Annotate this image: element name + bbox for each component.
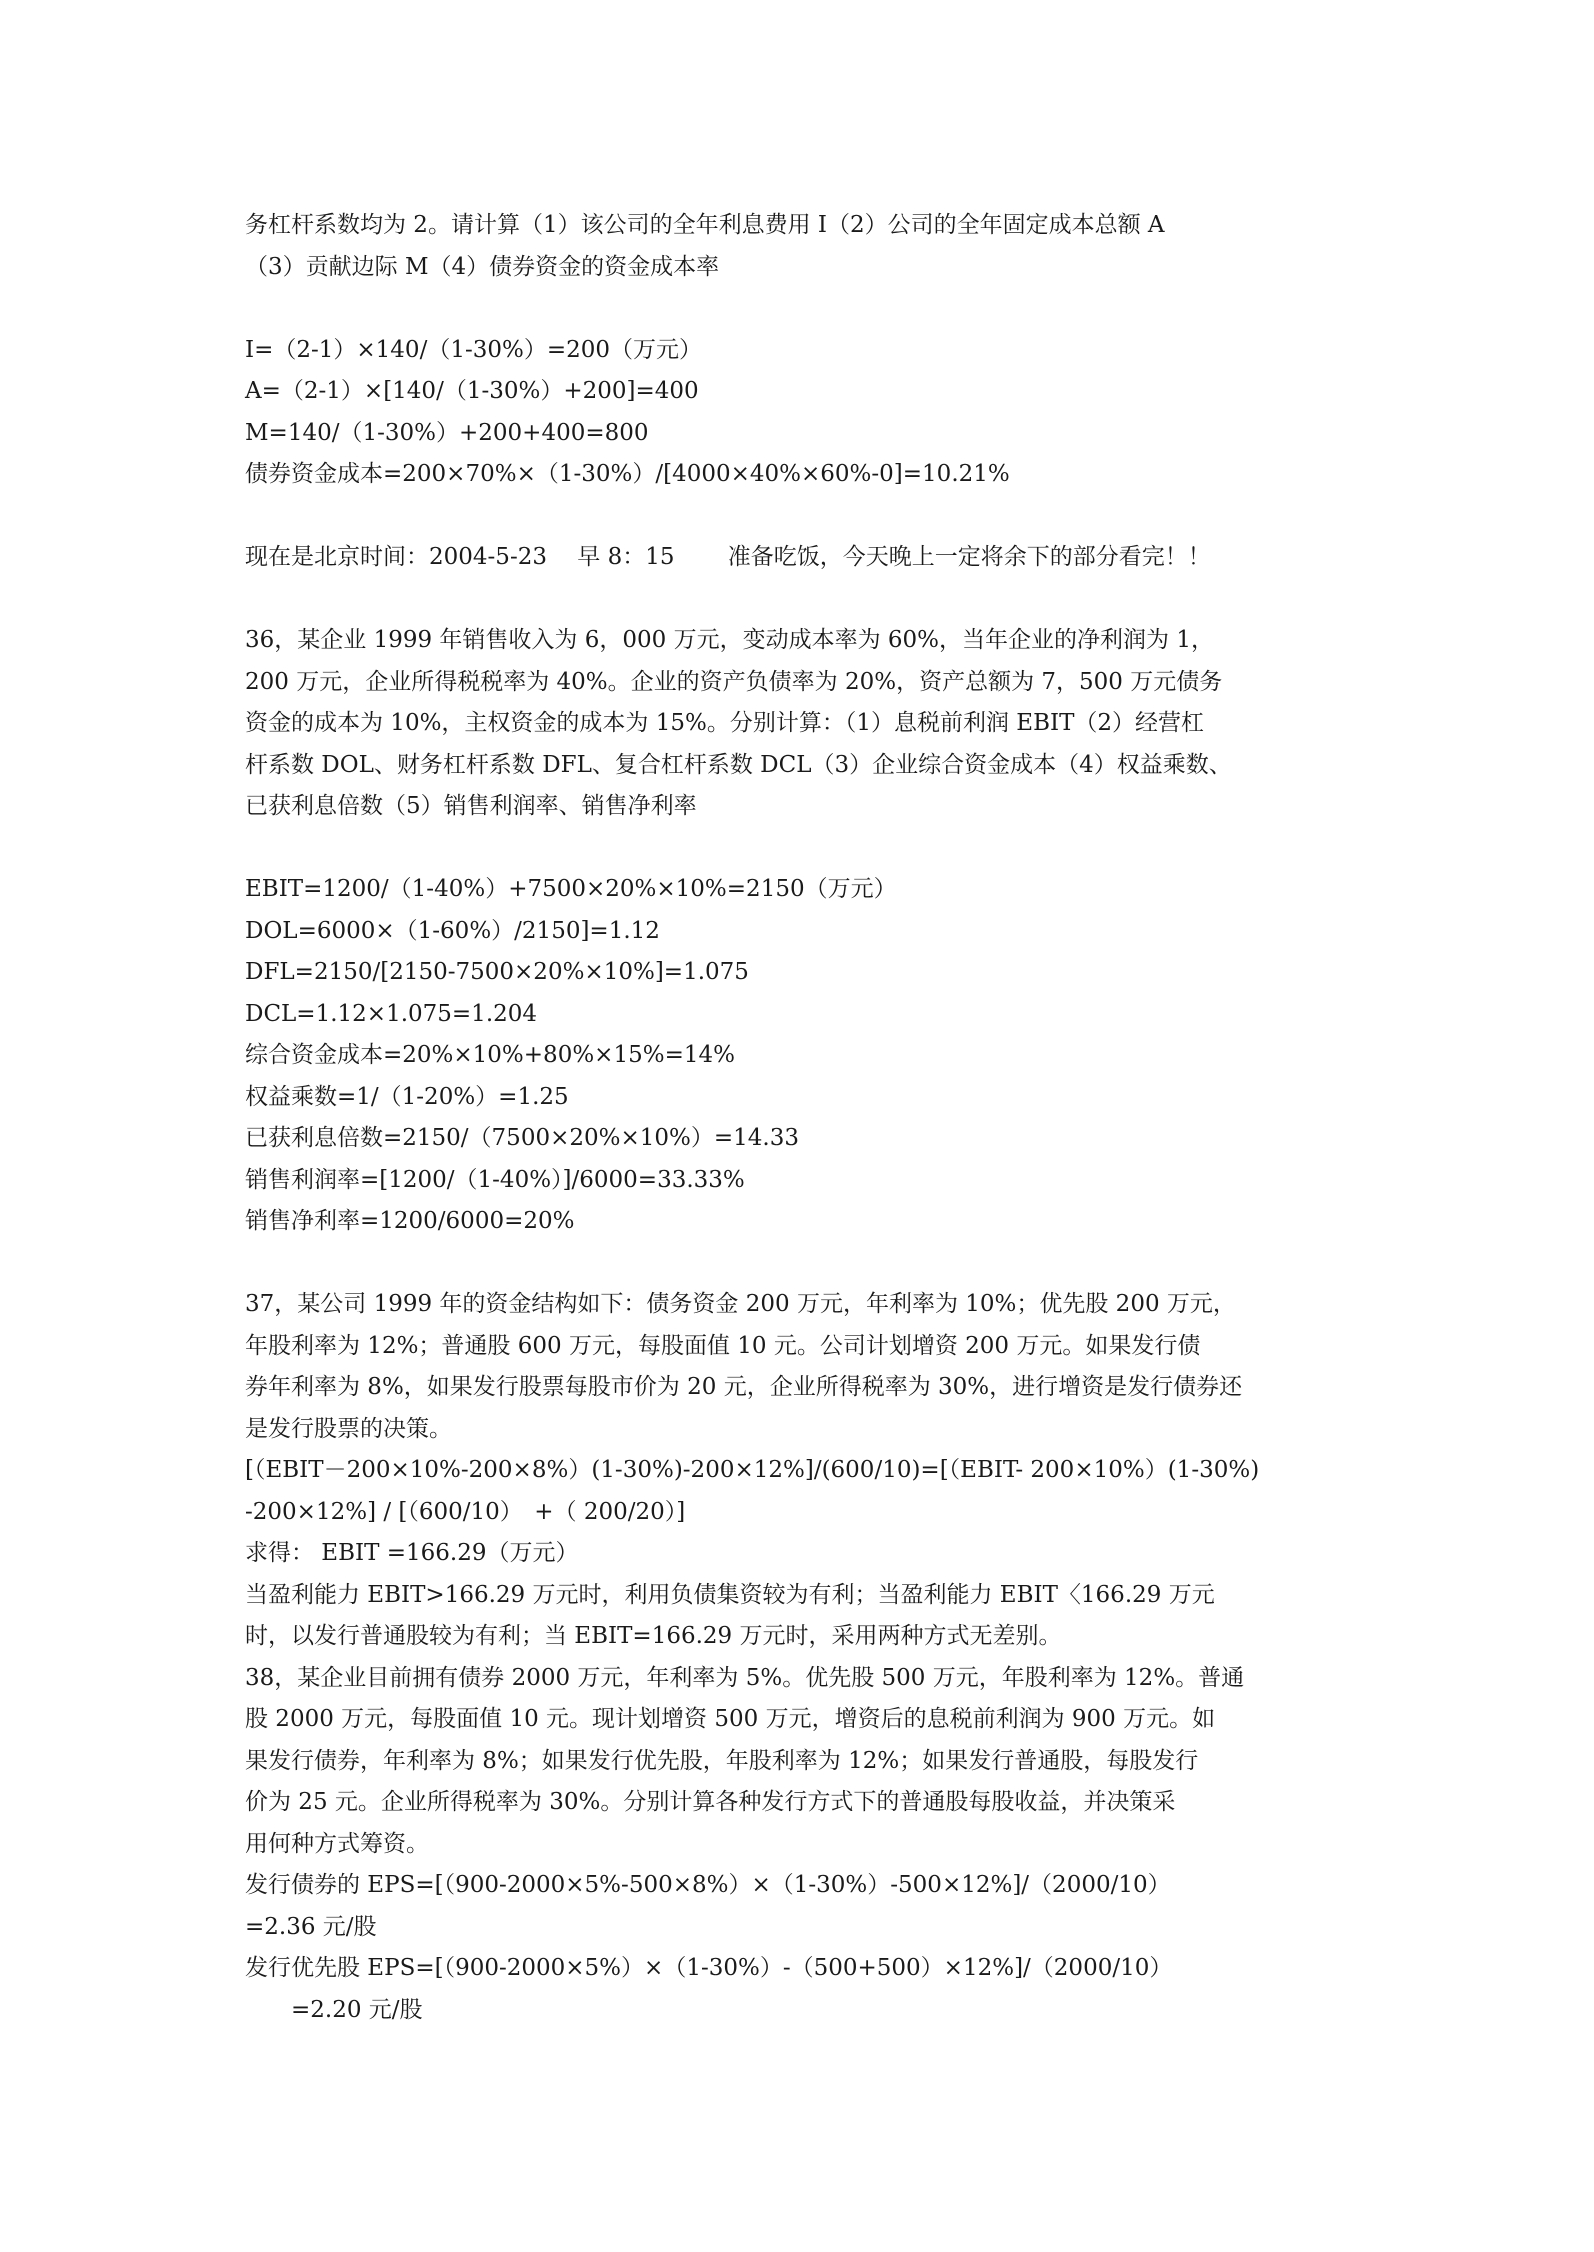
solution-line: 发行债券的 EPS=[（900-2000×5%-500×8%）×（1-30%）-500×12%]/（2000/10） — [245, 1872, 1171, 1898]
problem-38-solution — [245, 1865, 1365, 2031]
solution-line: 综合资金成本=20%×10%+80%×15%=14% — [245, 1042, 735, 1068]
problem-37-solution — [245, 1450, 1365, 1658]
question-line: 200 万元，企业所得税税率为 40%。企业的资产负债率为 20%，资产总额为 7，500 万元债务 — [245, 668, 1223, 695]
question-line: （3）贡献边际 M（4）债券资金的资金成本率 — [245, 253, 720, 280]
paragraph-gap — [245, 828, 1365, 870]
solution-line: DCL=1.12×1.075=1.204 — [245, 1000, 538, 1027]
question-line: 用何种方式筹资。 — [245, 1830, 429, 1857]
solution-line: =2.36 元/股 — [245, 1913, 377, 1940]
solution-line: 当盈利能力 EBIT>166.29 万元时，利用负债集资较为有利；当盈利能力 EBIT〈166.29 万元 — [245, 1581, 1215, 1608]
question-line: 务杠杆系数均为 2。请计算（1）该公司的全年利息费用 I（2）公司的全年固定成本总额 A — [245, 212, 1165, 238]
question-line: 是发行股票的决策。 — [245, 1415, 452, 1442]
document-page — [245, 205, 1365, 2031]
question-line: 年股利率为 12%；普通股 600 万元，每股面值 10 元。公司计划增资 200 万元。如果发行债 — [245, 1332, 1201, 1359]
solution-line: 债券资金成本=200×70%×（1-30%）/[4000×40%×60%-0]=10.21% — [245, 461, 1010, 487]
paragraph-gap — [245, 1243, 1365, 1285]
question-line: 38，某企业目前拥有债券 2000 万元，年利率为 5%。优先股 500 万元，年股利率为 12%。普通 — [245, 1664, 1245, 1691]
question-line: 股 2000 万元，每股面值 10 元。现计划增资 500 万元，增资后的息税前利润为 900 万元。如 — [245, 1706, 1216, 1732]
solution-line: M=140/（1-30%）+200+400=800 — [245, 419, 649, 446]
solution-line: [（EBIT－200×10%-200×8%）(1-30%)-200×12%]/(600/10)=[（EBIT- 200×10%）(1-30%) — [245, 1457, 1260, 1483]
solution-line: 求得： EBIT =166.29（万元） — [245, 1540, 579, 1566]
paragraph-gap — [245, 288, 1365, 330]
solution-line: DFL=2150/[2150-7500×20%×10%]=1.075 — [245, 959, 749, 985]
solution-line: I=（2-1）×140/（1-30%）=200（万元） — [245, 336, 703, 363]
question-line: 果发行债券，年利率为 8%；如果发行优先股，年股利率为 12%；如果发行普通股，每股发行 — [245, 1747, 1199, 1774]
problem-36-solution — [245, 869, 1365, 1243]
problem-36-question — [245, 620, 1365, 828]
problem-38-question — [245, 1658, 1365, 1866]
time-note: 现在是北京时间：2004-5-23 早 8：15 准备吃饭，今天晚上一定将余下的部分看完！！ — [245, 544, 1211, 570]
solution-line: -200×12%] / [（600/10） +（ 200/20）] — [245, 1498, 686, 1525]
solution-line: EBIT=1200/（1-40%）+7500×20%×10%=2150（万元） — [245, 876, 897, 902]
question-line: 36，某企业 1999 年销售收入为 6，000 万元，变动成本率为 60%，当年企业的净利润为 1， — [245, 627, 1214, 653]
question-line: 价为 25 元。企业所得税率为 30%。分别计算各种发行方式下的普通股每股收益，并决策采 — [245, 1789, 1176, 1815]
solution-line: 销售利润率=[1200/（1-40%）]/6000=33.33% — [245, 1166, 745, 1193]
solution-line: 销售净利率=1200/6000=20% — [245, 1208, 575, 1234]
solution-line: DOL=6000×（1-60%）/2150]=1.12 — [245, 917, 660, 944]
problem-37-question — [245, 1284, 1365, 1450]
paragraph-gap — [245, 496, 1365, 538]
solution-line: 时，以发行普通股较为有利；当 EBIT=166.29 万元时，采用两种方式无差别。 — [245, 1623, 1062, 1649]
question-line: 杆系数 DOL、财务杠杆系数 DFL、复合杠杆系数 DCL（3）企业综合资金成本（4）权益乘数、 — [245, 751, 1232, 778]
problem-35-solution — [245, 330, 1365, 496]
solution-line: 发行优先股 EPS=[（900-2000×5%）×（1-30%）-（500+500）×12%]/（2000/10） — [245, 1955, 1173, 1981]
paragraph-gap — [245, 579, 1365, 621]
question-line: 37，某公司 1999 年的资金结构如下：债务资金 200 万元，年利率为 10%；优先股 200 万元， — [245, 1291, 1236, 1317]
problem-35-question — [245, 205, 1365, 288]
solution-line: =2.20 元/股 — [245, 1996, 423, 2023]
solution-line: 权益乘数=1/（1-20%）=1.25 — [245, 1083, 569, 1110]
solution-line: 已获利息倍数=2150/（7500×20%×10%）=14.33 — [245, 1125, 799, 1151]
question-line: 券年利率为 8%，如果发行股票每股市价为 20 元，企业所得税率为 30%，进行增资是发行债券还 — [245, 1374, 1243, 1400]
solution-line: A=（2-1）×[140/（1-30%）+200]=400 — [245, 378, 699, 404]
question-line: 已获利息倍数（5）销售利润率、销售净利率 — [245, 793, 697, 819]
question-line: 资金的成本为 10%，主权资金的成本为 15%。分别计算：（1）息税前利润 EBIT（2）经营杠 — [245, 710, 1205, 736]
